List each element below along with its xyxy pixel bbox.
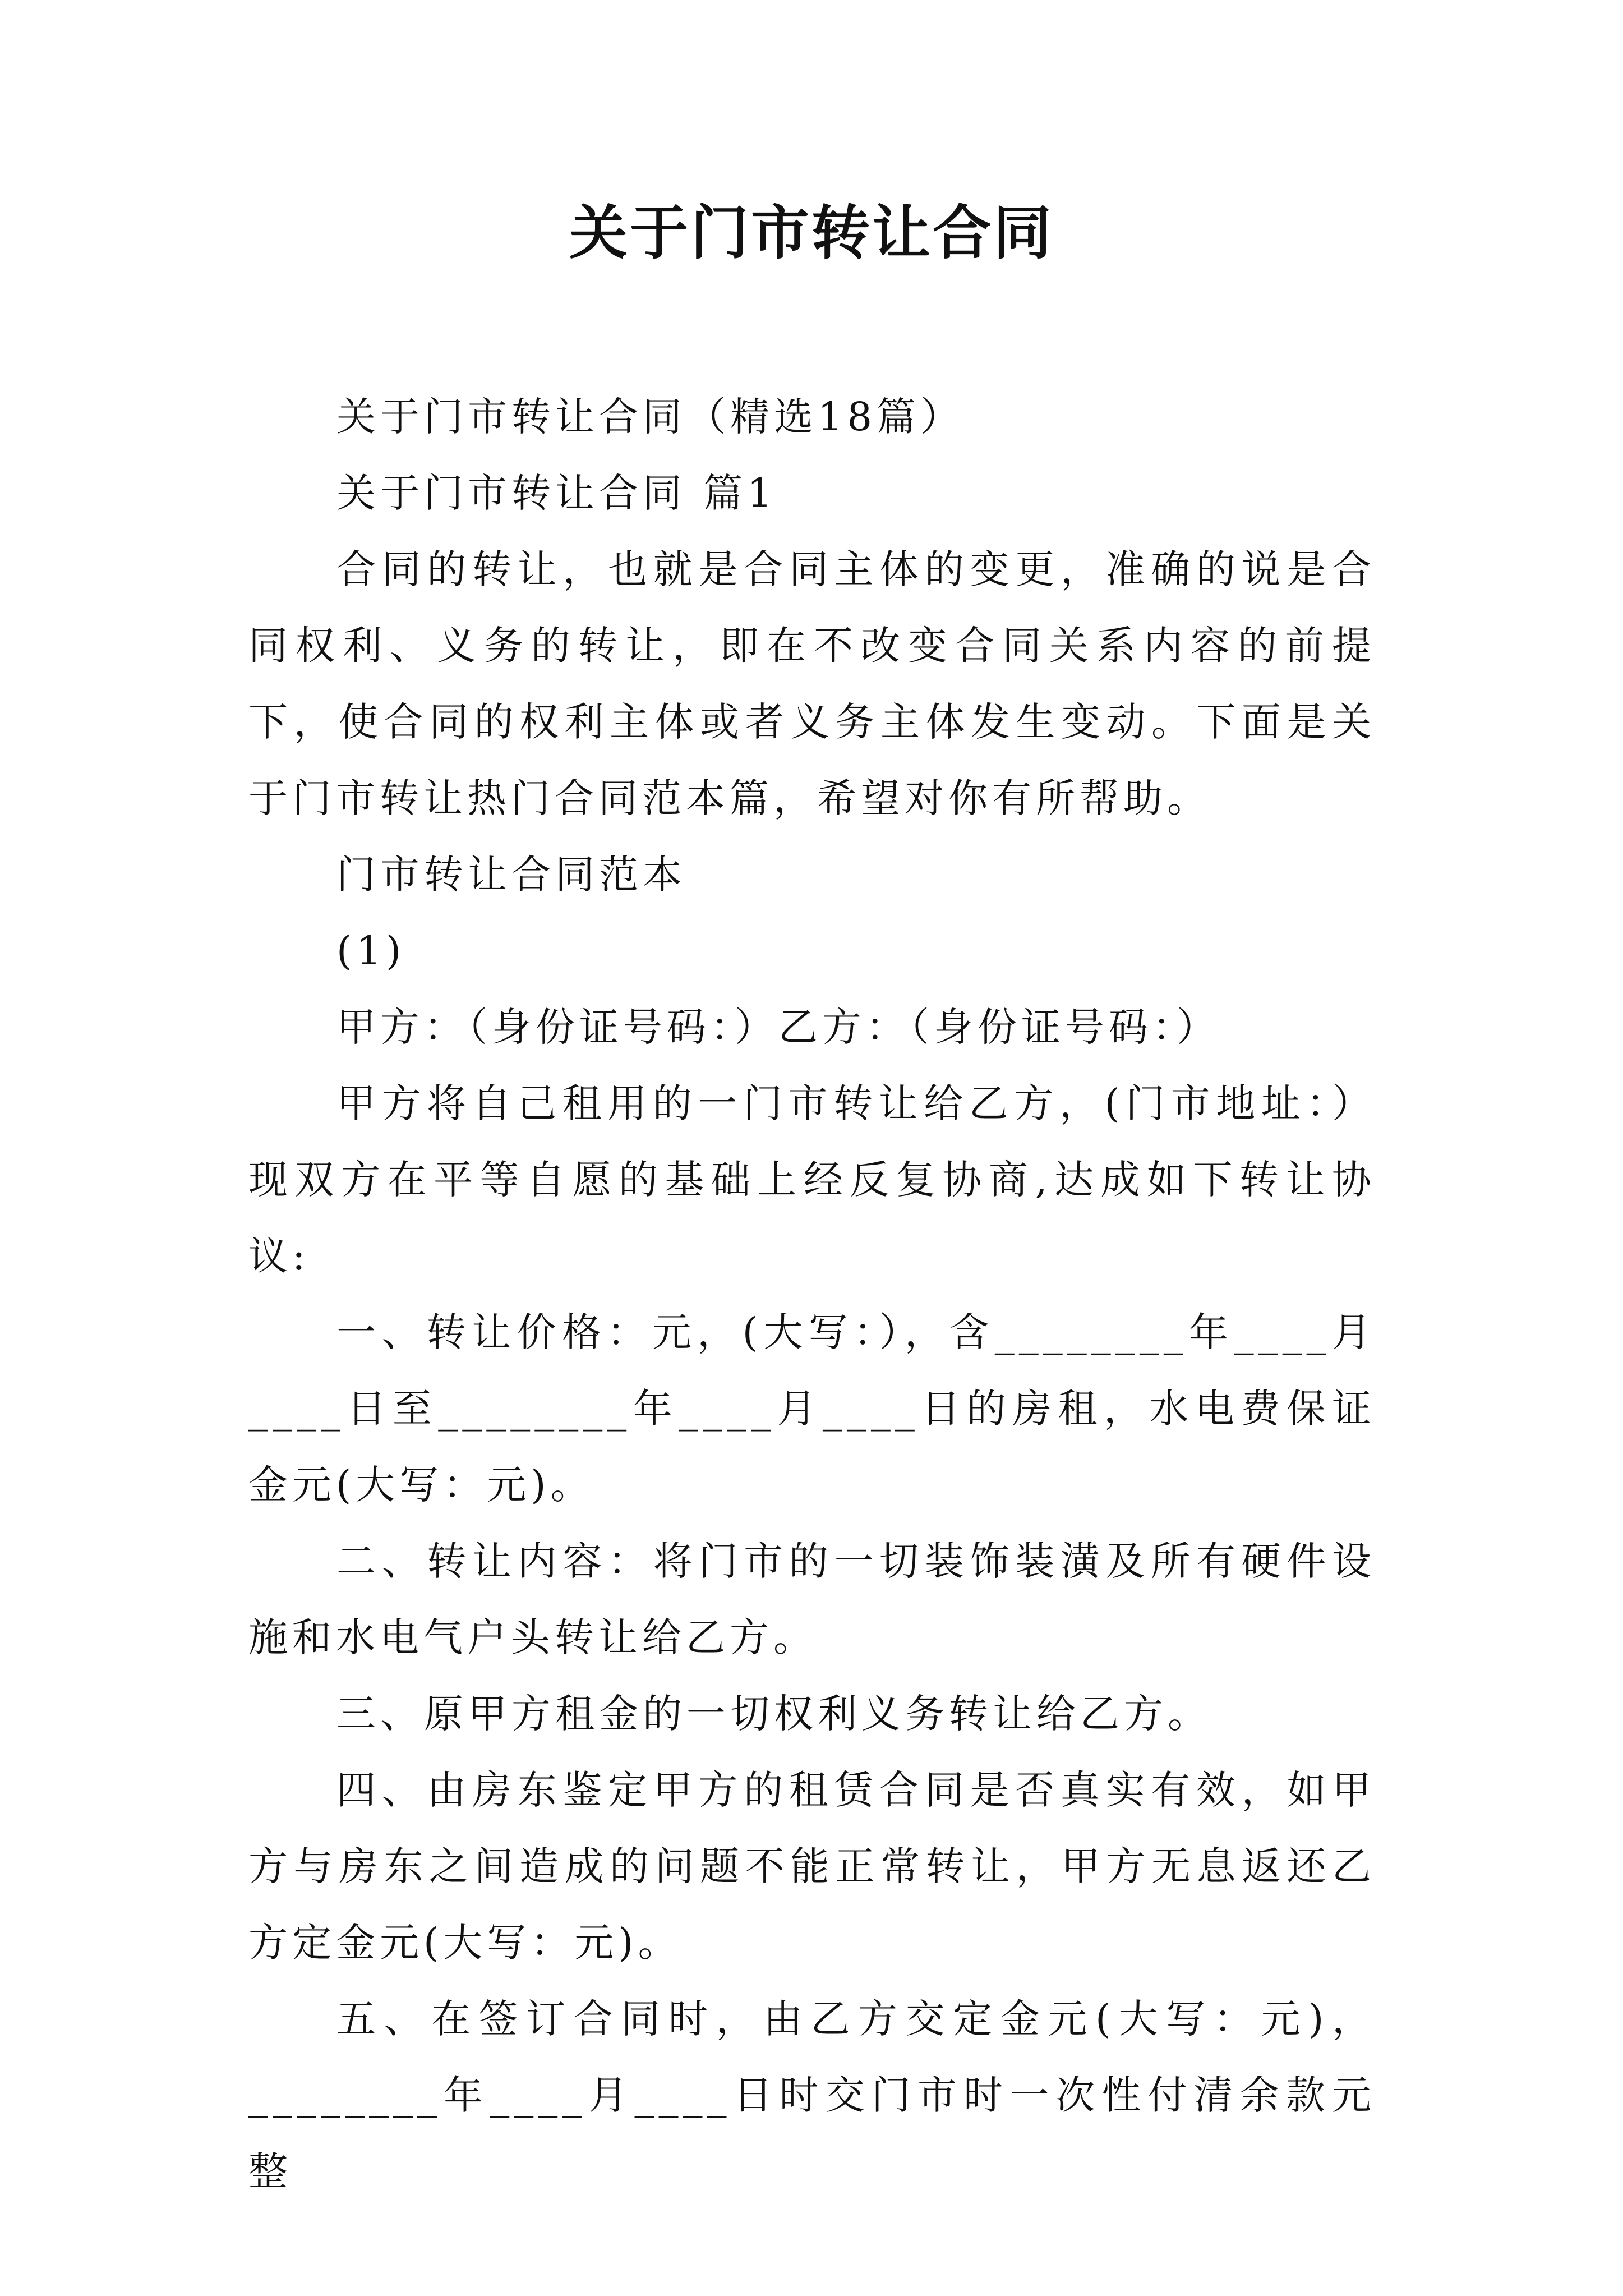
- paragraph-clause-5: 五、在签订合同时，由乙方交定金元(大写：元)，________年____月____日时交门市时一次性付清余款元整: [248, 1996, 1376, 2194]
- document-title: 关于门市转让合同: [569, 198, 1054, 267]
- paragraph-preamble: 甲方将自己租用的一门市转让给乙方，(门市地址：）现双方在平等自愿的基础上经反复协商,达成如下转让协议:: [248, 1080, 1376, 1279]
- paragraph-clause-3: 三、原甲方租金的一切权利义务转让给乙方。: [336, 1691, 1211, 1737]
- paragraph-clause-2: 二、转让内容：将门市的一切装饰装潢及所有硬件设施和水电气户头转让给乙方。: [248, 1538, 1376, 1660]
- paragraph-clause-4: 四、由房东鉴定甲方的租赁合同是否真实有效，如甲方与房东之间造成的问题不能正常转让，甲方无息返还乙方定金元(大写：元)。: [248, 1767, 1376, 1966]
- paragraph-parties: 甲方：（身份证号码：）乙方：（身份证号码：）: [336, 1004, 1220, 1050]
- document-body: [248, 379, 1376, 2210]
- paragraph-subtitle: 关于门市转让合同（精选18篇）: [336, 394, 965, 440]
- paragraph-intro: 合同的转让，也就是合同主体的变更，准确的说是合同权利、义务的转让，即在不改变合同关系内容的前提下，使合同的权利主体或者义务主体发生变动。下面是关于门市转让热门合同范本篇，希望对你有所帮助。: [248, 546, 1376, 821]
- paragraph-section-heading: 关于门市转让合同 篇1: [336, 470, 777, 516]
- paragraph-number: (1): [336, 928, 406, 974]
- paragraph-clause-1: 一、转让价格：元，(大写：），含________年____月____日至________年____月____日的房租，水电费保证金元(大写：元)。: [248, 1309, 1376, 1508]
- paragraph-template-heading: 门市转让合同范本: [336, 852, 686, 898]
